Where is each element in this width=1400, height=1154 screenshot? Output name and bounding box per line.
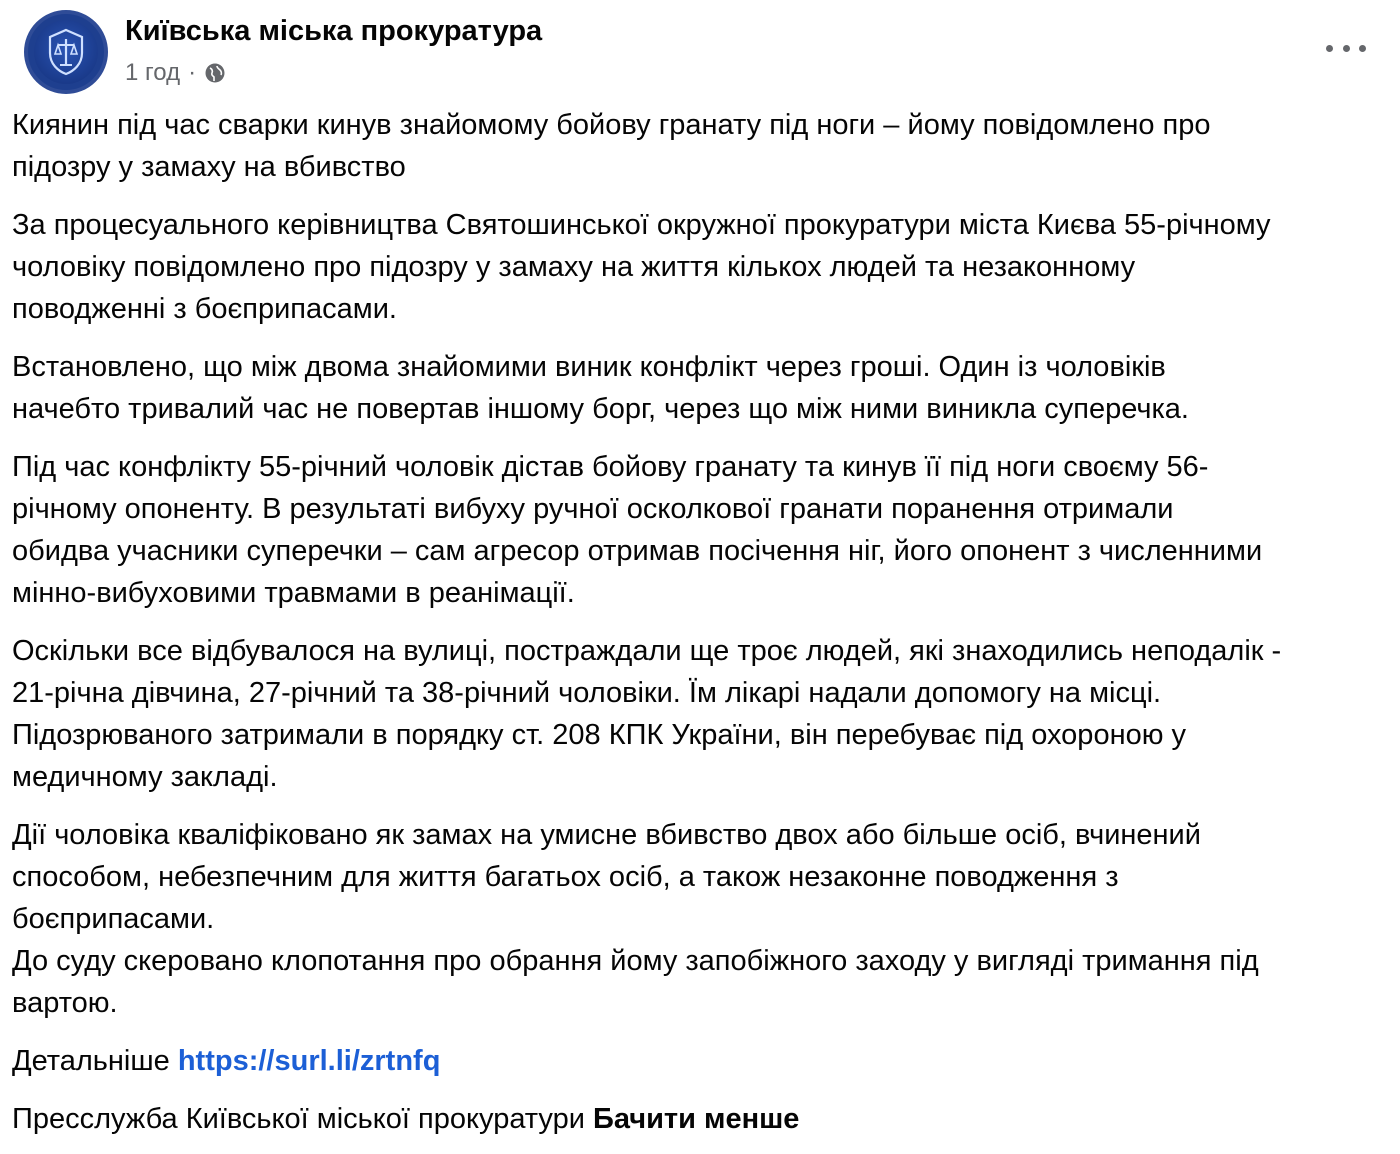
- post-timestamp[interactable]: 1 год: [125, 59, 181, 86]
- text-line: Підозрюваного затримали в порядку ст. 208 КПК України, він перебуває під охороною у: [12, 719, 1187, 751]
- globe-icon[interactable]: [204, 62, 226, 84]
- post-paragraph-5: [12, 630, 1386, 798]
- details-paragraph: [12, 1040, 1386, 1082]
- post-paragraph-6: [12, 814, 1386, 1024]
- post-meta: [125, 58, 226, 88]
- page-name-link[interactable]: Київська міська прокуратура: [125, 15, 543, 47]
- text-line: вартою.: [12, 987, 118, 1019]
- see-less-button[interactable]: Бачити менше: [592, 1103, 800, 1135]
- text-line: Встановлено, що між двома знайомими виник конфлікт через гроші. Один із чоловіків: [12, 351, 1166, 383]
- post-header: [12, 0, 1386, 104]
- text-line: мінно-вибуховими травмами в реанімації.: [12, 577, 575, 609]
- text-line: медичному закладі.: [12, 761, 278, 793]
- post-paragraph-3: [12, 346, 1386, 430]
- press-service-signature: Пресслужба Київської міської прокуратури: [12, 1103, 585, 1135]
- signature-paragraph: [12, 1098, 1386, 1140]
- text-line: поводженні з боєприпасами.: [12, 293, 397, 325]
- post-paragraph-2: [12, 204, 1386, 330]
- text-line: Оскільки все відбувалося на вулиці, постраждали ще троє людей, які знаходились неподалік -: [12, 635, 1282, 667]
- text-line: способом, небезпечним для життя багатьох осіб, а також незаконне поводження з: [12, 861, 1119, 893]
- text-line: начебто тривалий час не повертав іншому борг, через що між ними виникла суперечка.: [12, 393, 1189, 425]
- more-options-icon[interactable]: [1326, 36, 1366, 60]
- post-paragraph-4: [12, 446, 1386, 614]
- post-paragraph-1: [12, 104, 1386, 188]
- text-line: обидва учасники суперечки – сам агресор отримав посічення ніг, його опонент з численними: [12, 535, 1263, 567]
- details-link[interactable]: https://surl.li/zrtnfq: [177, 1045, 441, 1077]
- text-line: річному опоненту. В результаті вибуху ручної осколкової гранати поранення отримали: [12, 493, 1174, 525]
- meta-separator: ·: [188, 59, 197, 86]
- text-line: За процесуального керівництва Святошинської окружної прокуратури міста Києва 55-річному: [12, 209, 1271, 241]
- text-line: чоловіку повідомлено про підозру у замаху на життя кількох людей та незаконному: [12, 251, 1136, 283]
- post-content: [12, 104, 1386, 1140]
- prosecutor-emblem-icon: [34, 20, 98, 84]
- text-line: боєприпасами.: [12, 903, 215, 935]
- text-line: підозру у замаху на вбивство: [12, 151, 406, 183]
- page-avatar[interactable]: [24, 10, 108, 94]
- text-line: Киянин під час сварки кинув знайомому бойову гранату під ноги – йому повідомлено про: [12, 109, 1211, 141]
- text-line: 21-річна дівчина, 27-річний та 38-річний чоловіки. Їм лікарі надали допомогу на місці.: [12, 677, 1162, 709]
- text-line: Під час конфлікту 55-річний чоловік дістав бойову гранату та кинув її під ноги своєму 56-: [12, 451, 1209, 483]
- text-line: Дії чоловіка кваліфіковано як замах на умисне вбивство двох або більше осіб, вчинений: [12, 819, 1201, 851]
- details-label: Детальніше: [12, 1045, 170, 1077]
- text-line: До суду скеровано клопотання про обрання йому запобіжного заходу у вигляді тримання під: [12, 945, 1259, 977]
